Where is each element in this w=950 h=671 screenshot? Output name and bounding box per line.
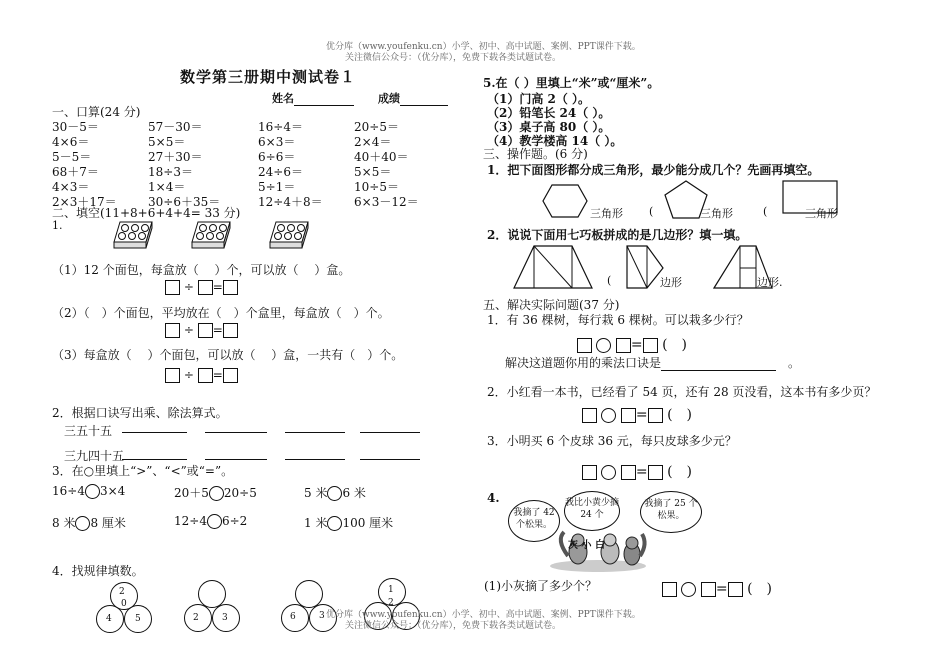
compare-right: 3×4 bbox=[99, 484, 126, 498]
q1-number: 1. bbox=[52, 219, 63, 232]
operator-circle[interactable] bbox=[596, 338, 611, 353]
compare-left: 8 米 bbox=[52, 516, 76, 530]
answer-box[interactable] bbox=[648, 465, 663, 480]
pattern-number: 6 bbox=[290, 612, 296, 622]
compare-item bbox=[174, 514, 247, 529]
compare-item bbox=[52, 484, 125, 499]
q1a-text: （1）12 个面包，每盒放（ ）个，可以放（ ）盒。 bbox=[52, 263, 351, 277]
pattern-number: 1 bbox=[388, 585, 394, 595]
answer-line[interactable] bbox=[285, 459, 345, 460]
p1-equation: = ( ) bbox=[577, 334, 687, 354]
q3-text: 3．在○里填上“>”、“<”或“=”。 bbox=[52, 464, 234, 478]
operator-circle[interactable] bbox=[601, 465, 616, 480]
answer-box[interactable] bbox=[643, 338, 658, 353]
q2-row-1-label: 三五十五 bbox=[64, 424, 113, 438]
mental-math-item: 6÷6＝ bbox=[258, 150, 296, 164]
mental-math-item: 24÷6＝ bbox=[258, 165, 303, 179]
tangram-trapezoid bbox=[512, 244, 594, 290]
q1c-text: （3）每盒放（ ）个面包，可以放（ ）盒，一共有（ ）个。 bbox=[52, 348, 404, 362]
mental-math-item: 10÷5＝ bbox=[354, 180, 399, 194]
operator-circle[interactable] bbox=[601, 408, 616, 423]
answer-box[interactable] bbox=[582, 465, 597, 480]
compare-left: 5 米 bbox=[304, 486, 328, 500]
q2-row-2-label: 三九四十五 bbox=[64, 449, 125, 463]
answer-box[interactable] bbox=[223, 280, 238, 295]
mental-math-item: 30－5＝ bbox=[52, 120, 99, 134]
hexagon-shape bbox=[542, 183, 588, 219]
mental-math-item: 16÷4＝ bbox=[258, 120, 303, 134]
answer-box[interactable] bbox=[165, 368, 180, 383]
section-5-header: 五、解决实际问题(37 分) bbox=[483, 298, 620, 312]
pattern-number: 0 bbox=[121, 599, 127, 609]
bread-tray-3 bbox=[268, 220, 312, 250]
mental-math-item: 18÷3＝ bbox=[148, 165, 193, 179]
answer-line[interactable] bbox=[205, 459, 267, 460]
pattern-number: 3 bbox=[319, 611, 325, 621]
mental-math-item: 6×3－12＝ bbox=[354, 195, 419, 209]
shape-label: 三角形 bbox=[590, 207, 623, 220]
answer-box[interactable] bbox=[223, 368, 238, 383]
op2-text: 2．说说下面用七巧板拼成的是几边形？填一填。 bbox=[487, 228, 748, 242]
compare-circle[interactable] bbox=[207, 514, 222, 529]
shape-paren: ( bbox=[763, 205, 768, 218]
answer-box[interactable] bbox=[662, 582, 677, 597]
q2-text: 2．根据口诀写出乘、除法算式。 bbox=[52, 406, 228, 420]
p1-text: 1．有 36 棵树，每行栽 6 棵树。可以栽多少行？ bbox=[487, 313, 749, 327]
compare-item bbox=[174, 484, 257, 501]
watermark-line-2: 关注微信公众号：（优分库），免费下载各类试题试卷。 bbox=[345, 53, 562, 63]
name-label: 姓名 bbox=[272, 90, 354, 106]
mental-math-item: 27＋30＝ bbox=[148, 150, 203, 164]
compare-right: 6 米 bbox=[342, 486, 366, 500]
pattern-number: 5 bbox=[135, 614, 141, 624]
mental-math-item: 5÷1＝ bbox=[258, 180, 296, 194]
mental-math-item: 57－30＝ bbox=[148, 120, 203, 134]
answer-box[interactable] bbox=[198, 280, 213, 295]
answer-box[interactable] bbox=[165, 280, 180, 295]
bread-tray-1 bbox=[112, 220, 156, 250]
compare-right: 8 厘米 bbox=[90, 516, 126, 530]
shape-label: 三角形 bbox=[805, 207, 838, 220]
p2-text: 2．小红看一本书，已经看了 54 页，还有 28 页没看，这本书有多少页？ bbox=[487, 385, 877, 399]
score-label: 成绩 bbox=[378, 90, 448, 106]
compare-circle[interactable] bbox=[85, 484, 100, 499]
answer-line[interactable] bbox=[122, 432, 187, 433]
bread-tray-2 bbox=[190, 220, 234, 250]
answer-line[interactable] bbox=[122, 459, 187, 460]
pattern-number: 2 bbox=[193, 613, 199, 623]
mental-math-item: 5×5＝ bbox=[354, 165, 392, 179]
q1b-text: （2）（ ）个面包，平均放在（ ）个盒里，每盒放（ ）个。 bbox=[52, 306, 390, 320]
answer-box[interactable] bbox=[728, 582, 743, 597]
q5-item: （2）铅笔长 24（ ）。 bbox=[487, 106, 611, 120]
mental-math-item: 40＋40＝ bbox=[354, 150, 409, 164]
compare-right: 100 厘米 bbox=[342, 516, 394, 530]
p4-number: 4. bbox=[487, 491, 500, 505]
q1c-equation: ÷ = bbox=[165, 368, 238, 383]
tangram-shape-2 bbox=[625, 244, 665, 290]
compare-circle[interactable] bbox=[75, 516, 90, 531]
watermark-bottom-line-1: 优分库（www.youfenku.cn）小学、初中、高中试题、案例、PPT课件下载。 bbox=[326, 610, 641, 620]
q1a-equation: ÷ = bbox=[165, 280, 238, 295]
mental-math-item: 5×5＝ bbox=[148, 135, 186, 149]
op1-text: 1．把下面图形都分成三角形，最少能分成几个？先画再填空。 bbox=[487, 163, 820, 177]
pattern-number: 2 bbox=[388, 598, 394, 608]
compare-left: 16÷4 bbox=[52, 484, 85, 498]
mental-math-item: 30÷6＋35＝ bbox=[148, 195, 221, 209]
q1b-equation: ÷ = bbox=[165, 323, 238, 338]
mental-math-item: 12÷4＋8＝ bbox=[258, 195, 323, 209]
mental-math-item: 1×4＝ bbox=[148, 180, 186, 194]
compare-circle[interactable] bbox=[327, 486, 342, 501]
compare-circle[interactable] bbox=[209, 486, 224, 501]
mental-math-item: 2×3＋17＝ bbox=[52, 195, 117, 209]
answer-box[interactable] bbox=[165, 323, 180, 338]
p2-equation: = ( ) bbox=[582, 404, 692, 424]
compare-item bbox=[304, 484, 366, 501]
p4-q1-equation: = ( ) bbox=[662, 578, 772, 598]
mental-math-item: 6×3＝ bbox=[258, 135, 296, 149]
shape-label: 三角形 bbox=[700, 207, 733, 220]
q4-text: 4．找规律填数。 bbox=[52, 564, 144, 578]
compare-left: 1 米 bbox=[304, 516, 328, 530]
mental-math-item: 5－5＝ bbox=[52, 150, 92, 164]
answer-box[interactable] bbox=[648, 408, 663, 423]
pattern-number: 2 bbox=[119, 587, 125, 597]
section-2-header: 二、填空(11+8+6+4+4= 33 分) bbox=[52, 206, 241, 220]
watermark-line-1: 优分库（www.youfenku.cn）小学、初中、高中试题、案例、PPT课件下载。 bbox=[326, 42, 641, 52]
answer-box[interactable] bbox=[582, 408, 597, 423]
compare-left: 20＋5 bbox=[174, 486, 209, 500]
shape-label: 边形 bbox=[660, 276, 682, 289]
p3-equation: = ( ) bbox=[582, 461, 692, 481]
answer-box[interactable] bbox=[701, 582, 716, 597]
answer-line[interactable] bbox=[205, 432, 267, 433]
compare-circle[interactable] bbox=[327, 516, 342, 531]
q5-item: （4）教学楼高 14（ ）。 bbox=[487, 134, 623, 148]
speech-bubble-3: 我摘了 25 个松果。 bbox=[640, 491, 702, 533]
answer-box[interactable] bbox=[616, 338, 631, 353]
mental-math-item: 2×4＝ bbox=[354, 135, 392, 149]
watermark-bottom-line-2: 关注微信公众号：（优分库），免费下载各类试题试卷。 bbox=[345, 621, 562, 631]
compare-left: 12÷4 bbox=[174, 514, 207, 528]
compare-right: 6÷2 bbox=[221, 514, 248, 528]
shape-paren: ( bbox=[649, 205, 654, 218]
squirrel-names: 灰 小 白 bbox=[568, 540, 605, 551]
section-3-header: 三、操作题。(6 分) bbox=[483, 147, 588, 161]
shape-paren: ( bbox=[607, 274, 612, 287]
mental-math-item: 68＋7＝ bbox=[52, 165, 99, 179]
speech-bubble-1: 我摘了 42 个松果。 bbox=[508, 500, 560, 542]
section-1-header: 一、口算(24 分) bbox=[52, 105, 141, 119]
pattern-number: 3 bbox=[222, 613, 228, 623]
mental-math-item: 20÷5＝ bbox=[354, 120, 399, 134]
p3-text: 3．小明买 6 个皮球 36 元，每只皮球多少元？ bbox=[487, 434, 737, 448]
answer-box[interactable] bbox=[198, 323, 213, 338]
answer-box[interactable] bbox=[577, 338, 592, 353]
p1-note: 解决这道题你用的乘法口诀是 。 bbox=[505, 356, 801, 370]
speech-bubble-2: 我比小黄少摘 24 个 bbox=[564, 491, 620, 531]
page-title: 数学第三册期中测试卷１ bbox=[180, 68, 357, 86]
compare-item bbox=[304, 514, 393, 531]
q5-text: 5.在（ ）里填上“米”或“厘米”。 bbox=[483, 76, 660, 90]
answer-line[interactable] bbox=[285, 432, 345, 433]
answer-line[interactable] bbox=[360, 432, 420, 433]
mental-math-item: 4×6＝ bbox=[52, 135, 90, 149]
answer-box[interactable] bbox=[621, 465, 636, 480]
answer-box[interactable] bbox=[223, 323, 238, 338]
p4-q1-text: (1)小灰摘了多少个？ bbox=[484, 579, 597, 593]
answer-line[interactable] bbox=[360, 459, 420, 460]
pattern-number: 4 bbox=[106, 614, 112, 624]
q5-item: （1）门高 2（ ）。 bbox=[487, 92, 591, 106]
compare-right: 20÷5 bbox=[223, 486, 257, 500]
shape-label: 边形. bbox=[757, 276, 783, 289]
answer-box[interactable] bbox=[621, 408, 636, 423]
q5-item: （3）桌子高 80（ ）。 bbox=[487, 120, 611, 134]
mental-math-item: 4×3＝ bbox=[52, 180, 90, 194]
operator-circle[interactable] bbox=[681, 582, 696, 597]
answer-box[interactable] bbox=[198, 368, 213, 383]
compare-item bbox=[52, 514, 126, 531]
